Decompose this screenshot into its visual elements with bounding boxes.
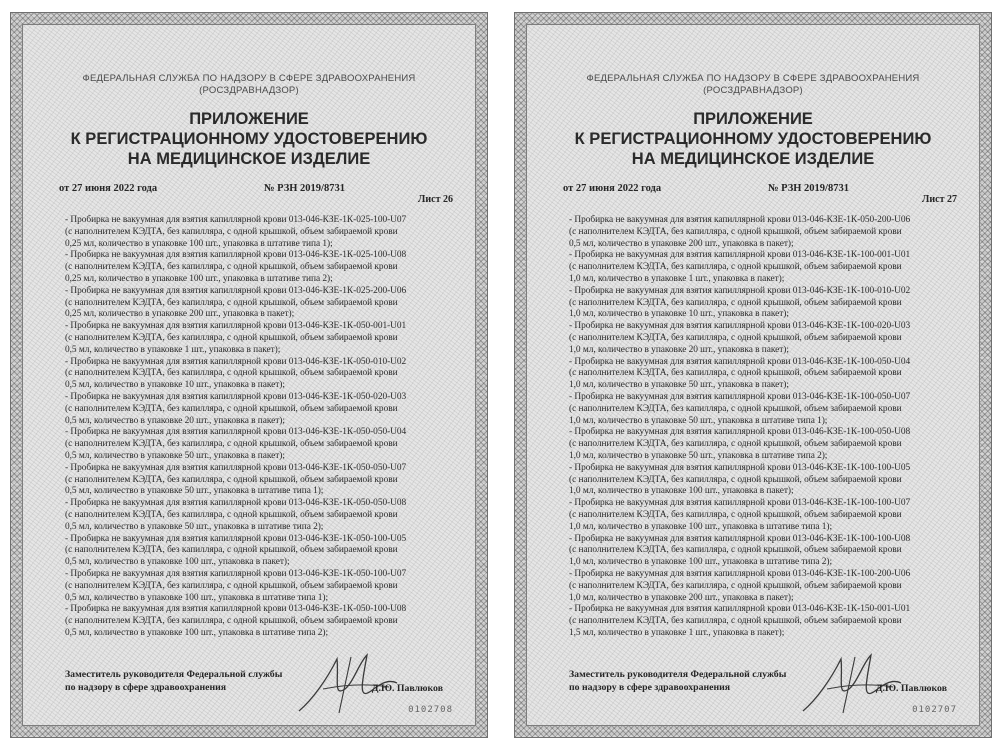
list-item: (с наполнителем КЭДТА, без капилляра, с одной крышкой, объем забираемой крови [65, 580, 398, 591]
list-item: (с наполнителем КЭДТА, без капилляра, с одной крышкой, объем забираемой крови [65, 616, 398, 627]
list-item: - Пробирка не вакуумная для взятия капиллярной крови 013-046-КЗЕ-1К-050-001-U01 [65, 321, 407, 332]
title-line-1: ПРИЛОЖЕНИЕ [693, 110, 813, 128]
list-item: 0,5 мл, количество в упаковке 1 шт., упаковка в пакет); [65, 344, 281, 355]
list-item: - Пробирка не вакуумная для взятия капиллярной крови 013-046-КЗЕ-1К-100-001-U01 [569, 250, 911, 261]
list-item: (с наполнителем КЭДТА, без капилляра, с одной крышкой, объем забираемой крови [569, 226, 902, 237]
signatory-title-line-2: по надзору в сфере здравоохранения [65, 681, 227, 693]
list-item: (с наполнителем КЭДТА, без капилляра, с одной крышкой, объем забираемой крови [569, 439, 902, 450]
list-item: 0,25 мл, количество в упаковке 100 шт., упаковка в штативе типа 1); [65, 238, 333, 249]
list-item: (с наполнителем КЭДТА, без капилляра, с одной крышкой, объем забираемой крови [569, 262, 902, 273]
list-item: 1,5 мл, количество в упаковке 1 шт., упаковка в пакет); [569, 627, 785, 638]
sheet-number: Лист 27 [921, 194, 957, 205]
form-serial-number: 0102708 [408, 705, 453, 715]
signer-name: Д.Ю. Павлюков [371, 683, 443, 694]
title-line-3: НА МЕДИЦИНСКОЕ ИЗДЕЛИЕ [127, 150, 371, 168]
signatory-title [569, 669, 786, 694]
list-item: - Пробирка не вакуумная для взятия капиллярной крови 013-046-КЗЕ-1К-050-200-U06 [569, 215, 911, 225]
agency-abbreviation: (РОСЗДРАВНАДЗОР) [703, 85, 803, 96]
list-item: - Пробирка не вакуумная для взятия капиллярной крови 013-046-КЗЕ-1К-100-200-U06 [569, 568, 911, 579]
list-item: (с наполнителем КЭДТА, без капилляра, с одной крышкой, объем забираемой крови [569, 368, 902, 379]
agency-header [23, 73, 475, 97]
list-item: 1,0 мл, количество в упаковке 50 шт., упаковка в пакет); [569, 380, 789, 391]
list-item: 1,0 мл, количество в упаковке 100 шт., упаковка в пакет); [569, 486, 794, 497]
signatory-title-line-2: по надзору в сфере здравоохранения [569, 681, 731, 693]
sheet-inner-frame [22, 24, 476, 726]
list-item: - Пробирка не вакуумная для взятия капиллярной крови 013-046-КЗЕ-1К-050-100-U05 [65, 533, 407, 544]
list-item: - Пробирка не вакуумная для взятия капиллярной крови 013-046-КЗЕ-1К-050-020-U03 [65, 391, 407, 402]
list-item: 1,0 мл, количество в упаковке 20 шт., упаковка в пакет); [569, 344, 789, 355]
list-item: (с наполнителем КЭДТА, без капилляра, с одной крышкой, объем забираемой крови [65, 226, 398, 237]
list-item: - Пробирка не вакуумная для взятия капиллярной крови 013-046-КЗЕ-1К-100-050-U04 [569, 356, 911, 367]
title-line-2: К РЕГИСТРАЦИОННОМУ УДОСТОВЕРЕНИЮ [574, 130, 932, 148]
list-item: - Пробирка не вакуумная для взятия капиллярной крови 013-046-КЗЕ-1К-050-100-U07 [65, 568, 407, 579]
certificate-sheet-27 [514, 12, 992, 738]
list-item: (с наполнителем КЭДТА, без капилляра, с одной крышкой, объем забираемой крови [569, 545, 902, 556]
list-item: 0,5 мл, количество в упаковке 50 шт., упаковка в пакет); [65, 450, 285, 461]
title-line-1: ПРИЛОЖЕНИЕ [189, 110, 309, 128]
agency-header [527, 73, 979, 97]
list-item: - Пробирка не вакуумная для взятия капиллярной крови 013-046-КЗЕ-1К-050-050-U04 [65, 427, 407, 438]
signatory-title [65, 669, 282, 694]
list-item: (с наполнителем КЭДТА, без капилляра, с одной крышкой, объем забираемой крови [569, 474, 902, 485]
sheet-number: Лист 26 [417, 194, 453, 205]
list-item: - Пробирка не вакуумная для взятия капиллярной крови 013-046-КЗЕ-1К-050-050-U08 [65, 498, 407, 509]
list-item: (с наполнителем КЭДТА, без капилляра, с одной крышкой, объем забираемой крови [65, 474, 398, 485]
list-item: - Пробирка не вакуумная для взятия капиллярной крови 013-046-КЗЕ-1К-100-010-U02 [569, 285, 911, 296]
list-item: - Пробирка не вакуумная для взятия капиллярной крови 013-046-КЗЕ-1К-025-100-U07 [65, 215, 407, 225]
list-item: (с наполнителем КЭДТА, без капилляра, с одной крышкой, объем забираемой крови [65, 262, 398, 273]
agency-abbreviation: (РОСЗДРАВНАДЗОР) [199, 85, 299, 96]
signatory-title-line-1: Заместитель руководителя Федеральной службы [65, 669, 283, 680]
issue-date: от 27 июня 2022 года [59, 183, 158, 194]
sheet-inner-frame [526, 24, 980, 726]
signer-name: Д.Ю. Павлюков [875, 683, 947, 694]
list-item: - Пробирка не вакуумная для взятия капиллярной крови 013-046-КЗЕ-1К-100-050-U08 [569, 427, 911, 438]
list-item: 1,0 мл, количество в упаковке 50 шт., упаковка в штативе типа 1); [569, 415, 828, 426]
product-list [569, 215, 961, 640]
list-item: (с наполнителем КЭДТА, без капилляра, с одной крышкой, объем забираемой крови [65, 545, 398, 556]
list-item: 0,5 мл, количество в упаковке 20 шт., упаковка в пакет); [65, 415, 285, 426]
list-item: (с наполнителем КЭДТА, без капилляра, с одной крышкой, объем забираемой крови [65, 368, 398, 379]
list-item: - Пробирка не вакуумная для взятия капиллярной крови 013-046-КЗЕ-1К-050-100-U08 [65, 604, 407, 615]
registration-number: № РЗН 2019/8731 [768, 183, 849, 194]
list-item: - Пробирка не вакуумная для взятия капиллярной крови 013-046-КЗЕ-1К-050-050-U07 [65, 462, 407, 473]
list-item: (с наполнителем КЭДТА, без капилляра, с одной крышкой, объем забираемой крови [65, 297, 398, 308]
list-item: 0,5 мл, количество в упаковке 100 шт., упаковка в штативе типа 1); [65, 592, 328, 603]
certificate-sheet-26 [10, 12, 488, 738]
list-item: (с наполнителем КЭДТА, без капилляра, с одной крышкой, объем забираемой крови [569, 332, 902, 343]
list-item: (с наполнителем КЭДТА, без капилляра, с одной крышкой, объем забираемой крови [569, 297, 902, 308]
list-item: - Пробирка не вакуумная для взятия капиллярной крови 013-046-КЗЕ-1К-025-100-U08 [65, 250, 407, 261]
signatory-title-line-1: Заместитель руководителя Федеральной службы [569, 669, 787, 680]
list-item: 1,0 мл, количество в упаковке 200 шт., упаковка в пакет); [569, 592, 794, 603]
list-item: 0,5 мл, количество в упаковке 100 шт., упаковка в пакет); [65, 557, 290, 568]
document-meta [563, 182, 943, 196]
list-item: 1,0 мл, количество в упаковке 50 шт., упаковка в штативе типа 2); [569, 450, 828, 461]
list-item: 0,25 мл, количество в упаковке 100 шт., упаковка в штативе типа 2); [65, 273, 333, 284]
list-item: (с наполнителем КЭДТА, без капилляра, с одной крышкой, объем забираемой крови [569, 580, 902, 591]
list-item: - Пробирка не вакуумная для взятия капиллярной крови 013-046-КЗЕ-1К-100-020-U03 [569, 321, 911, 332]
list-item: 0,5 мл, количество в упаковке 100 шт., упаковка в штативе типа 2); [65, 627, 328, 638]
list-item: - Пробирка не вакуумная для взятия капиллярной крови 013-046-КЗЕ-1К-050-010-U02 [65, 356, 407, 367]
list-item: (с наполнителем КЭДТА, без капилляра, с одной крышкой, объем забираемой крови [65, 509, 398, 520]
list-item: (с наполнителем КЭДТА, без капилляра, с одной крышкой, объем забираемой крови [569, 616, 902, 627]
list-item: 1,0 мл, количество в упаковке 100 шт., упаковка в штативе типа 2); [569, 557, 832, 568]
list-item: 0,5 мл, количество в упаковке 200 шт., упаковка в пакет); [569, 238, 794, 249]
list-item: (с наполнителем КЭДТА, без капилляра, с одной крышкой, объем забираемой крови [65, 439, 398, 450]
issue-date: от 27 июня 2022 года [563, 183, 662, 194]
list-item: 0,25 мл, количество в упаковке 200 шт., упаковка в пакет); [65, 309, 295, 320]
product-list [65, 215, 457, 640]
list-item: 1,0 мл, количество в упаковке 1 шт., упаковка в пакет); [569, 273, 785, 284]
document-meta [59, 182, 439, 196]
form-serial-number: 0102707 [912, 705, 957, 715]
agency-name: ФЕДЕРАЛЬНАЯ СЛУЖБА ПО НАДЗОРУ В СФЕРЕ ЗДРАВООХРАНЕНИЯ [586, 73, 920, 84]
title-line-2: К РЕГИСТРАЦИОННОМУ УДОСТОВЕРЕНИЮ [70, 130, 428, 148]
list-item: (с наполнителем КЭДТА, без капилляра, с одной крышкой, объем забираемой крови [569, 509, 902, 520]
list-item: - Пробирка не вакуумная для взятия капиллярной крови 013-046-КЗЕ-1К-100-100-U08 [569, 533, 911, 544]
list-item: 1,0 мл, количество в упаковке 10 шт., упаковка в пакет); [569, 309, 789, 320]
list-item: 1,0 мл, количество в упаковке 100 шт., упаковка в штативе типа 1); [569, 521, 832, 532]
document-title [23, 109, 475, 169]
list-item: - Пробирка не вакуумная для взятия капиллярной крови 013-046-КЗЕ-1К-100-050-U07 [569, 391, 911, 402]
list-item: - Пробирка не вакуумная для взятия капиллярной крови 013-046-КЗЕ-1К-100-100-U05 [569, 462, 911, 473]
document-title [527, 109, 979, 169]
list-item: - Пробирка не вакуумная для взятия капиллярной крови 013-046-КЗЕ-1К-025-200-U06 [65, 285, 407, 296]
list-item: 0,5 мл, количество в упаковке 50 шт., упаковка в штативе типа 1); [65, 486, 324, 497]
registration-number: № РЗН 2019/8731 [264, 183, 345, 194]
list-item: (с наполнителем КЭДТА, без капилляра, с одной крышкой, объем забираемой крови [569, 403, 902, 414]
list-item: - Пробирка не вакуумная для взятия капиллярной крови 013-046-КЗЕ-1К-100-100-U07 [569, 498, 911, 509]
list-item: 0,5 мл, количество в упаковке 10 шт., упаковка в пакет); [65, 380, 285, 391]
list-item: 0,5 мл, количество в упаковке 50 шт., упаковка в штативе типа 2); [65, 521, 324, 532]
list-item: (с наполнителем КЭДТА, без капилляра, с одной крышкой, объем забираемой крови [65, 403, 398, 414]
title-line-3: НА МЕДИЦИНСКОЕ ИЗДЕЛИЕ [631, 150, 875, 168]
list-item: - Пробирка не вакуумная для взятия капиллярной крови 013-046-КЗЕ-1К-150-001-U01 [569, 604, 911, 615]
list-item: (с наполнителем КЭДТА, без капилляра, с одной крышкой, объем забираемой крови [65, 332, 398, 343]
agency-name: ФЕДЕРАЛЬНАЯ СЛУЖБА ПО НАДЗОРУ В СФЕРЕ ЗДРАВООХРАНЕНИЯ [82, 73, 416, 84]
